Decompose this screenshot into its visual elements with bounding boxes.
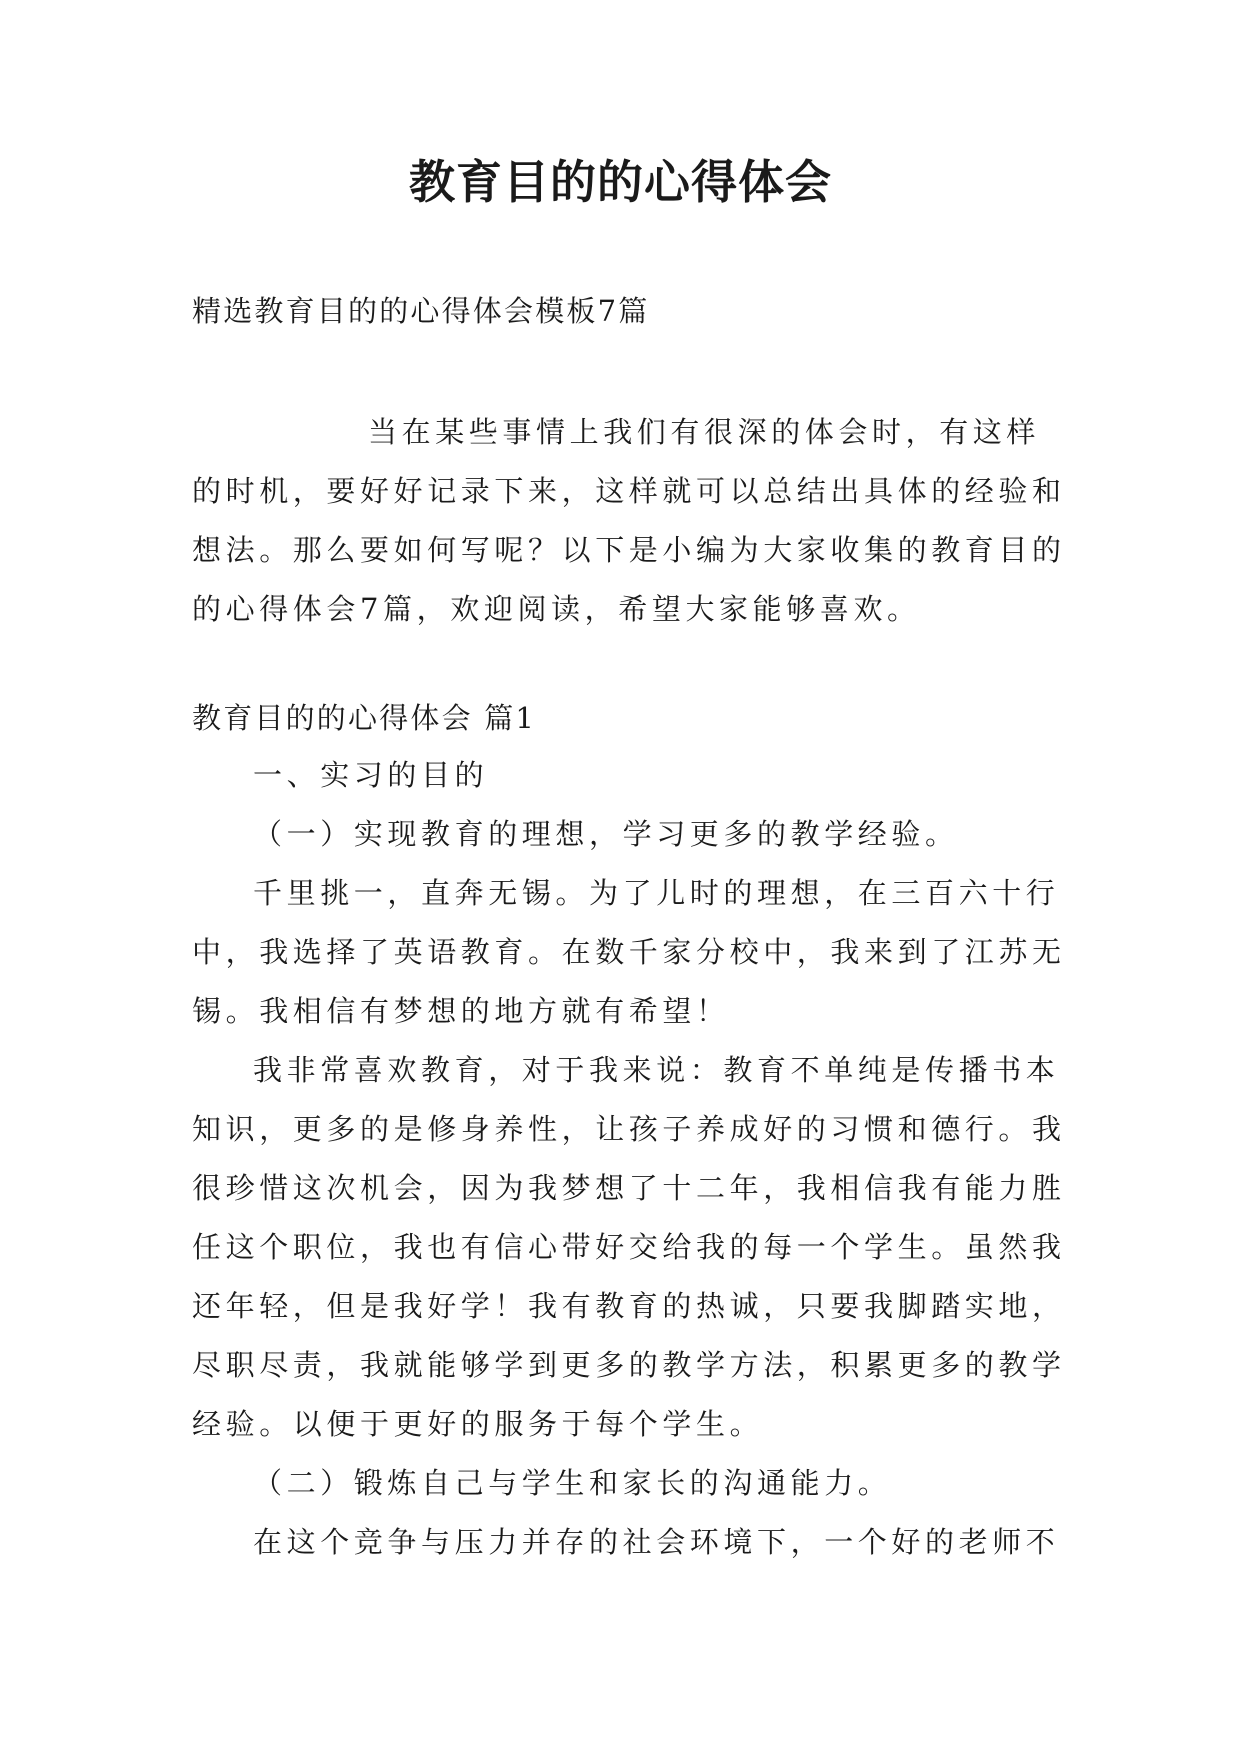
paragraph-line: 我非常喜欢教育，对于我来说：教育不单纯是传播书本 [253,1053,1060,1087]
intro-line: 当在某些事情上我们有很深的体会时，有这样 [368,415,1041,449]
document-subtitle: 精选教育目的的心得体会模板7篇 [192,294,650,328]
paragraph-line: 知识，更多的是修身养性，让孩子养成好的习惯和德行。我 [192,1112,1066,1146]
paragraph-line: 任这个职位，我也有信心带好交给我的每一个学生。虽然我 [192,1230,1066,1264]
paragraph-line: 千里挑一，直奔无锡。为了儿时的理想，在三百六十行 [253,876,1060,910]
section-heading: 教育目的的心得体会 篇1 [192,701,537,735]
intro-paragraph [192,403,1066,639]
intro-line: 的心得体会7篇，欢迎阅读，希望大家能够喜欢。 [192,592,921,626]
document-title: 教育目的的心得体会 [409,155,832,209]
subsection-heading: （二）锻炼自己与学生和家长的沟通能力。 [253,1466,892,1500]
paragraph-line: 锡。我相信有梦想的地方就有希望！ [192,994,730,1028]
paragraph-line: 经验。以便于更好的服务于每个学生。 [192,1407,764,1441]
section-content [192,746,1066,1572]
outline-heading: 一、实习的目的 [253,758,489,792]
paragraph-line: 在这个竞争与压力并存的社会环境下，一个好的老师不 [253,1525,1060,1559]
intro-line: 想法。那么要如何写呢？以下是小编为大家收集的教育目的 [192,533,1066,567]
subsection-heading: （一）实现教育的理想，学习更多的教学经验。 [253,817,959,851]
paragraph-line: 很珍惜这次机会，因为我梦想了十二年，我相信我有能力胜 [192,1171,1066,1205]
paragraph-line: 还年轻，但是我好学！我有教育的热诚，只要我脚踏实地， [192,1289,1066,1323]
paragraph-line: 中，我选择了英语教育。在数千家分校中，我来到了江苏无 [192,935,1066,969]
paragraph-line: 尽职尽责，我就能够学到更多的教学方法，积累更多的教学 [192,1348,1066,1382]
intro-line: 的时机，要好好记录下来，这样就可以总结出具体的经验和 [192,474,1066,508]
